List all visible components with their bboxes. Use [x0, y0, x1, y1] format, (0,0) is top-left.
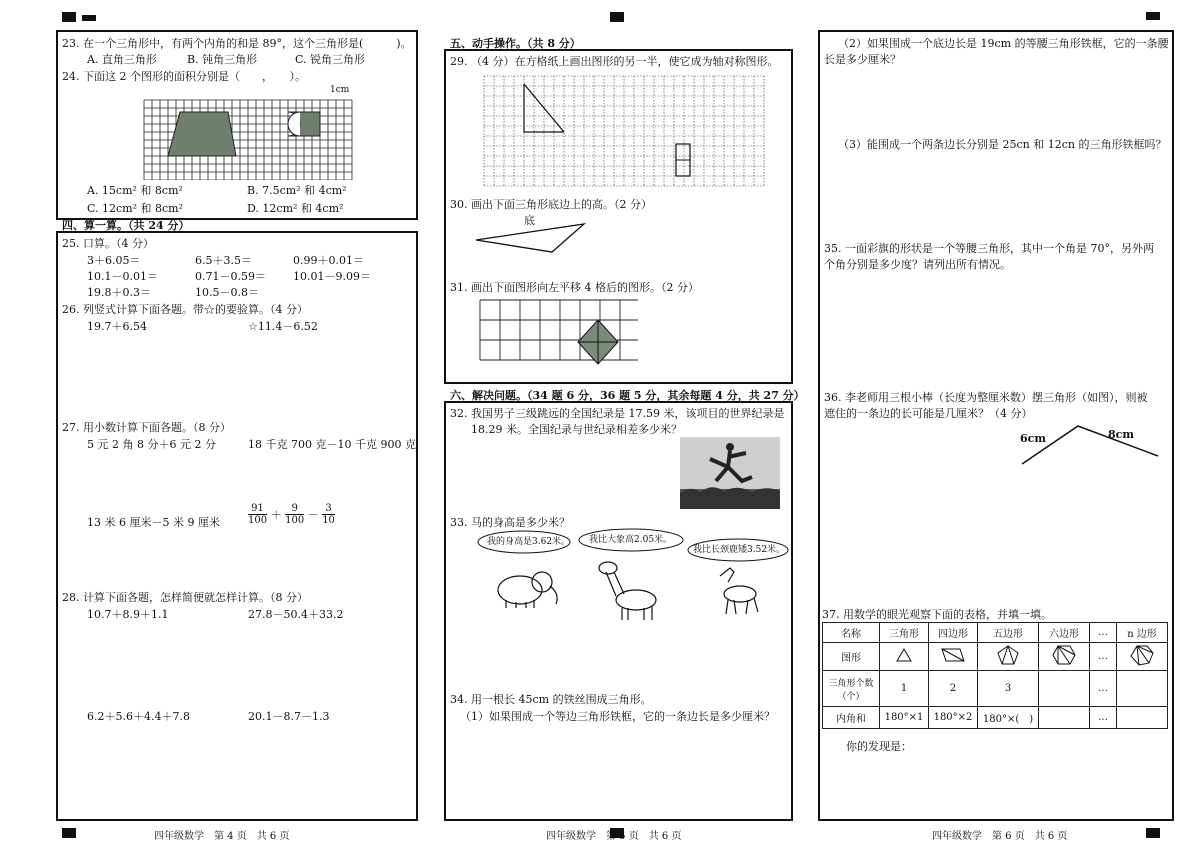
q24-option-c: C. 12cm² 和 8cm² — [87, 202, 184, 215]
corner-marker — [1146, 12, 1160, 20]
table-row-label: 图形 — [823, 643, 880, 671]
q25-item: 0.71－0.59＝ — [195, 270, 266, 283]
table-cell[interactable] — [1117, 671, 1168, 707]
q24-text: 24. 下面这 2 个图形的面积分别是（ ， ）。 — [62, 70, 306, 83]
page-footer: 四年级数学 第 6 页 共 6 页 — [932, 831, 1068, 842]
q24-option-b: B. 7.5cm² 和 4cm² — [247, 184, 347, 197]
table-cell: 2 — [929, 671, 978, 707]
table-cell: … — [1090, 707, 1117, 729]
q24-area-grid — [140, 84, 356, 180]
q25-item: 6.5＋3.5＝ — [195, 254, 252, 267]
fraction: $\frac{91}{100}$ — [248, 503, 268, 526]
q24-option-d: D. 12cm² 和 4cm² — [247, 202, 344, 215]
q28-item: 27.8－50.4＋33.2 — [248, 608, 344, 621]
elephant-icon — [498, 572, 557, 608]
table-header-cell: 六边形 — [1039, 623, 1090, 643]
q27-item: 18 千克 700 克－10 千克 900 克 — [248, 438, 416, 451]
q32-text: 32. 我国男子三级跳远的全国纪录是 17.59 米，该项目的世界纪录是 — [450, 407, 785, 420]
page-footer: 四年级数学 第 4 页 共 6 页 — [154, 831, 290, 842]
table-header-cell: 名称 — [823, 623, 880, 643]
q30-text: 30. 画出下面三角形底边上的高。（2 分） — [450, 198, 652, 211]
quadrilateral-shape-icon — [929, 643, 978, 671]
q27-item: 5 元 2 角 8 分＋6 元 2 分 — [87, 438, 216, 451]
page-footer: 四年级数学 第 5 页 共 6 页 — [546, 831, 682, 842]
table-header-cell: 三角形 — [880, 623, 929, 643]
q28-item: 6.2＋5.6＋4.4＋7.8 — [87, 710, 190, 723]
hexagon-shape-icon — [1039, 643, 1090, 671]
q25-item: 0.99＋0.01＝ — [293, 254, 364, 267]
q24-unit-label: 1cm — [330, 85, 350, 95]
q36-sticks — [1010, 422, 1160, 472]
corner-marker — [1146, 828, 1160, 838]
q36-text: 36. 李老师用三根小棒（长度为整厘米数）摆三角形（如图），则被 — [824, 391, 1148, 404]
q34-1-text: （1）如果围成一个等边三角形铁框，它的一条边长是多少厘米？ — [460, 710, 775, 723]
table-cell: 3 — [978, 671, 1039, 707]
q33-text: 33. 马的身高是多少米？ — [450, 516, 570, 529]
q23-option-c: C. 锐角三角形 — [295, 53, 366, 66]
table-cell: 180°×1 — [880, 707, 929, 729]
q32-text-cont: 18.29 米。全国纪录与世纪录相差多少米？ — [471, 423, 682, 436]
giraffe-bubble-text: 我比大象高2.05米。 — [589, 535, 673, 545]
table-cell[interactable] — [1039, 707, 1090, 729]
q35-text: 35. 一面彩旗的形状是一个等腰三角形，其中一个角是 70°，另外两 — [824, 242, 1154, 255]
q34-2-text-cont: 长是多少厘米？ — [824, 53, 901, 66]
q23-option-a: A. 直角三角形 — [87, 53, 157, 66]
table-cell[interactable]: 180°×( ) — [978, 707, 1039, 729]
elephant-bubble-text: 我的身高是3.62米。 — [487, 537, 571, 547]
table-cell[interactable] — [1117, 707, 1168, 729]
q23-option-b: B. 钝角三角形 — [187, 53, 258, 66]
q30-base-label: 底 — [524, 214, 535, 227]
q25-item: 19.8＋0.3＝ — [87, 286, 151, 299]
q25-item: 3＋6.05＝ — [87, 254, 141, 267]
section-4-title: 四、算一算。（共 24 分） — [62, 219, 190, 232]
q37-text: 37. 用数学的眼光观察下面的表格，并填一填。 — [822, 608, 1052, 621]
q26-text: 26. 列竖式计算下面各题。带☆的要验算。（4 分） — [62, 303, 308, 316]
ellipsis-cell: … — [1090, 643, 1117, 671]
table-header-cell: 四边形 — [929, 623, 978, 643]
finding-prompt: 你的发现是： — [846, 740, 912, 753]
table-row-label: 三角形个数（个） — [823, 671, 880, 707]
q27-item: 13 米 6 厘米－5 米 9 厘米 — [87, 516, 220, 529]
q31-text: 31. 画出下面图形向左平移 4 格后的图形。（2 分） — [450, 281, 699, 294]
table-cell: 1 — [880, 671, 929, 707]
table-cell[interactable] — [1039, 671, 1090, 707]
giraffe-icon — [599, 562, 656, 620]
q35-text-cont: 个角分别是多少度？请列出所有情况。 — [824, 258, 1011, 271]
q29-text: 29. （4 分）在方格纸上画出图形的另一半，使它成为轴对称图形。 — [450, 55, 779, 68]
corner-marker — [62, 12, 76, 22]
table-header-cell: 五边形 — [978, 623, 1039, 643]
q23-text: 23. 在一个三角形中，有两个内角的和是 89°，这个三角形是( )。 — [62, 37, 412, 50]
q24-option-a: A. 15cm² 和 8cm² — [87, 184, 183, 197]
triple-jump-photo — [680, 437, 780, 509]
triangle-shape-icon — [880, 643, 929, 671]
q26-item: 19.7＋6.54 — [87, 320, 147, 333]
q31-translation-grid — [478, 298, 638, 366]
section-6-title: 六、解决问题。（34 题 6 分，36 题 5 分，其余每题 4 分，共 27 分） — [450, 389, 805, 402]
table-cell: 180°×2 — [929, 707, 978, 729]
table-row-label: 内角和 — [823, 707, 880, 729]
q25-item: 10.5－0.8＝ — [195, 286, 259, 299]
fraction: $\frac{9}{100}$ — [285, 503, 305, 526]
q26-item: ☆11.4－6.52 — [248, 320, 318, 333]
q36-label-8cm: 8cm — [1108, 428, 1134, 441]
q25-item: 10.01－9.09＝ — [293, 270, 371, 283]
q28-text: 28. 计算下面各题，怎样简便就怎样计算。（8 分） — [62, 591, 308, 604]
q28-item: 10.7＋8.9＋1.1 — [87, 608, 169, 621]
table-cell: … — [1090, 671, 1117, 707]
q30-triangle — [470, 218, 590, 258]
q34-2-text: （2）如果围成一个底边长是 19cm 的等腰三角形铁框，它的一条腰 — [838, 37, 1169, 50]
pentagon-shape-icon — [978, 643, 1039, 671]
q34-3-text: （3）能围成一个两条边长分别是 25cn 和 12cn 的三角形铁框吗？ — [838, 138, 1167, 151]
q36-label-6cm: 6cm — [1020, 432, 1046, 445]
horse-bubble-text: 我比长颈鹿矮3.52米。 — [693, 545, 786, 555]
q34-text: 34. 用一根长 45cm 的铁丝围成三角形。 — [450, 693, 652, 706]
corner-marker — [610, 12, 624, 22]
q25-text: 25. 口算。（4 分） — [62, 237, 154, 250]
q27-text: 27. 用小数计算下面各题。（8 分） — [62, 421, 231, 434]
corner-marker — [62, 828, 76, 838]
q27-fraction-expression: $\frac{91}{100}$ ＋ $\frac{9}{100}$ － $\frac{3}{10}$ — [248, 503, 335, 526]
section-5-title: 五、动手操作。（共 8 分） — [450, 37, 581, 50]
q28-item: 20.1－8.7－1.3 — [248, 710, 330, 723]
fraction: $\frac{3}{10}$ — [322, 503, 335, 526]
horse-icon — [720, 568, 758, 614]
q29-dot-grid — [480, 72, 770, 192]
table-header-cell: … — [1090, 623, 1117, 643]
q25-item: 10.1－0.01＝ — [87, 270, 158, 283]
table-header-cell: n 边形 — [1117, 623, 1168, 643]
q37-polygon-table — [822, 622, 1168, 729]
n-gon-shape-icon — [1117, 643, 1168, 671]
corner-marker — [82, 15, 96, 21]
q36-text-cont: 遮住的一条边的长可能是几厘米？（4 分） — [824, 407, 1033, 420]
